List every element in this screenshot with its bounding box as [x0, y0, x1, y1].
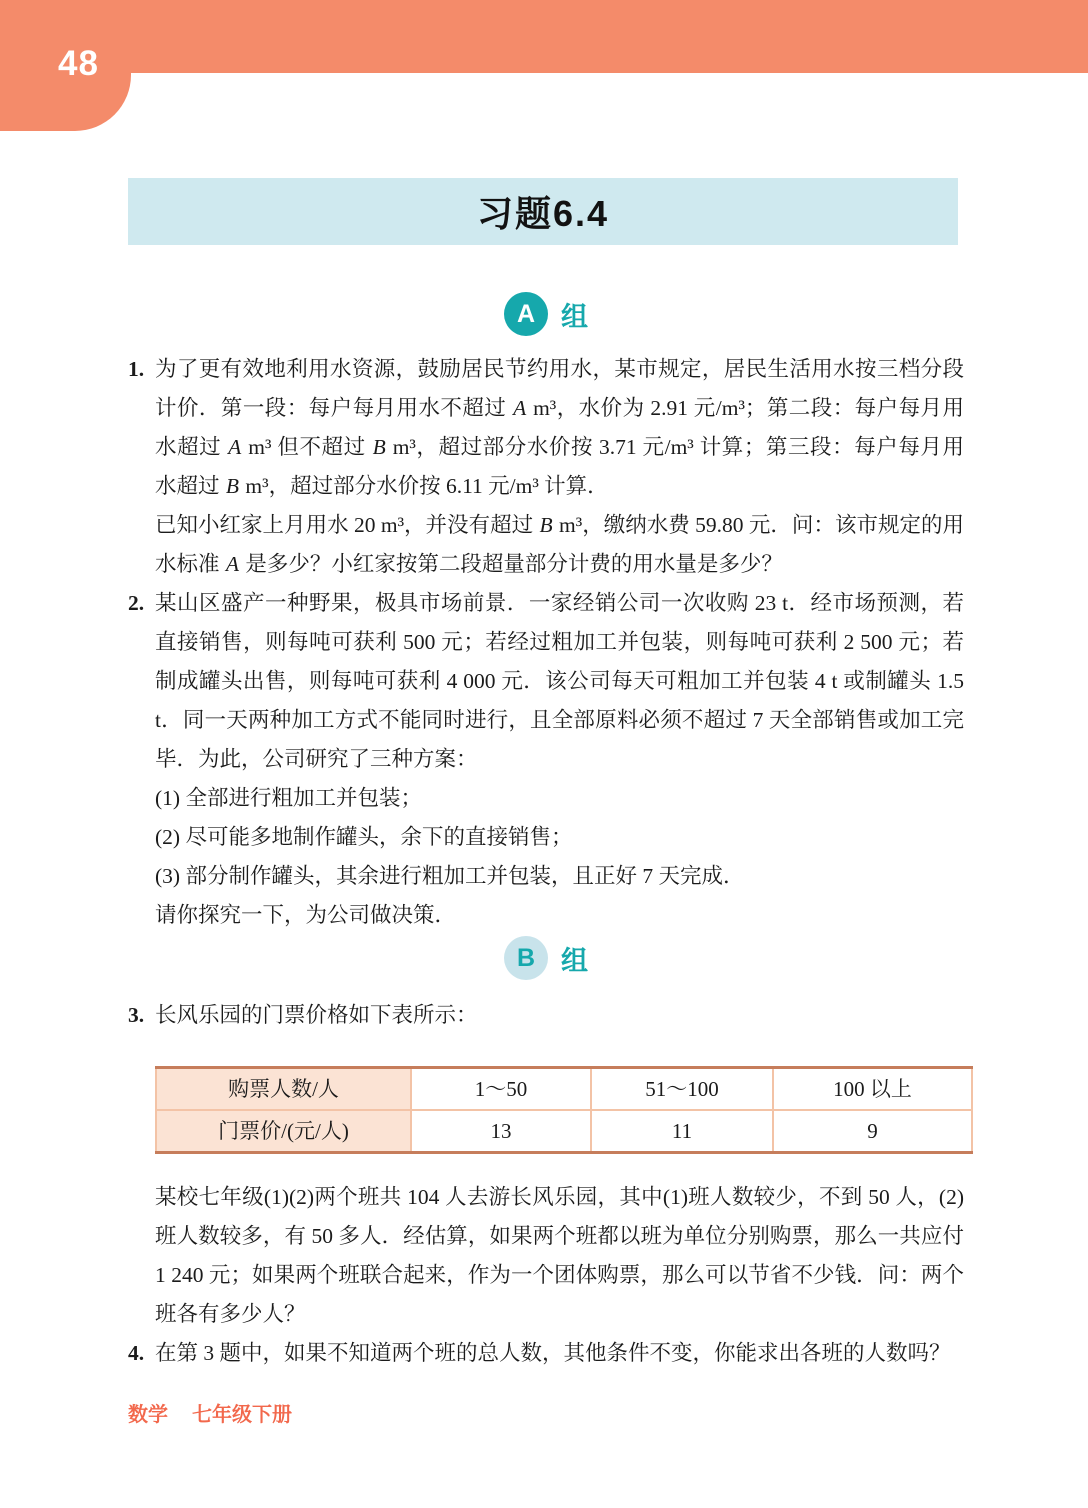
exercise-banner: [128, 178, 958, 245]
text-segment: 请你探究一下，为公司做决策．: [155, 903, 457, 927]
text-segment: m³，超过部分水价按 3.71 元/m³ 计算；第三段：每户每月用水超过: [155, 435, 964, 498]
footer-book-title: 七年级下册: [192, 1404, 292, 1426]
problem-2-option-3: [155, 857, 964, 896]
text-segment: 在第 3 题中，如果不知道两个班的总人数，其他条件不变，你能求出各班的人数吗？: [155, 1341, 951, 1365]
problem-2-text: [155, 584, 964, 779]
problem-1: [128, 350, 964, 584]
text-segment: 长风乐园的门票价格如下表所示：: [155, 1003, 478, 1027]
group-a-label: 组: [561, 301, 588, 332]
group-a-badge: A: [504, 292, 548, 336]
text-segment: (3) 部分制作罐头，其余进行粗加工并包装，且正好 7 天完成．: [155, 864, 745, 888]
math-var-B: B: [225, 474, 240, 498]
table-cell: 100 以上: [773, 1068, 972, 1111]
problem-2: [128, 584, 964, 935]
group-b-badge: B: [504, 936, 548, 980]
math-var-B: B: [539, 513, 553, 537]
text-segment: 为了更有效地利用水资源，鼓励居民节约用水，某市规定，居民生活用水按三档分段计价．第一段：每户每月用水不超过: [155, 357, 964, 420]
math-var-A: A: [513, 396, 527, 420]
problem-3-text: [155, 1178, 964, 1334]
table-cell-label: 门票价/(元/人): [156, 1110, 411, 1153]
table-cell: 13: [411, 1110, 591, 1153]
problem-2-option-2: [155, 818, 964, 857]
problem-3: [128, 996, 964, 1334]
problem-4: [128, 1334, 964, 1373]
table-cell: 1～50: [411, 1068, 591, 1111]
text-segment: m³，超过部分水价按 6.11 元/m³ 计算．: [240, 474, 609, 498]
problem-3-intro: [155, 996, 964, 1035]
text-segment: 已知小红家上月用水 20 m³，并没有超过: [155, 513, 539, 537]
group-a-header: [128, 292, 964, 336]
text-segment: 某校七年级(1)(2)两个班共 104 人去游长风乐园，其中(1)班人数较少，不到 50 人，(2)班人数较多，有 50 多人．经估算，如果两个班都以班为单位分别购票，那么一共应付 1 240 元；如果两个班联合起来，作为一个团体购票，那么可以节省不少钱．问：两个班各有多少人？: [155, 1185, 964, 1326]
text-segment: (2) 尽可能多地制作罐头，余下的直接销售；: [155, 825, 573, 849]
problem-2-number: 2.: [128, 591, 145, 615]
exercise-title: 习题6.4: [476, 193, 610, 234]
text-segment: (1) 全部进行粗加工并包装；: [155, 786, 422, 810]
footer-subject: 数学: [128, 1404, 168, 1426]
problem-3-number: 3.: [128, 1003, 145, 1027]
text-segment: m³ 但不超过: [242, 435, 372, 459]
problem-1-question: [155, 506, 964, 584]
footer: [128, 1398, 292, 1427]
problem-2-closing: [155, 896, 964, 935]
top-band: [0, 0, 1088, 73]
page-number-tab: [0, 0, 131, 131]
table-cell: 9: [773, 1110, 972, 1153]
problem-1-number: 1.: [128, 357, 145, 381]
section-group-b: [128, 996, 964, 1373]
text-segment: m³，水价为 2.91 元/m³；第二段：每户每月用水超过: [155, 396, 964, 459]
problem-4-text: [155, 1334, 964, 1373]
text-segment: m³，缴纳水费 59.80 元．问：该市规定的用水标准: [155, 513, 965, 576]
group-b-header: [128, 936, 964, 980]
ticket-price-table: [155, 1066, 973, 1154]
table-cell: 51～100: [591, 1068, 773, 1111]
math-var-A: A: [225, 552, 240, 576]
problem-4-number: 4.: [128, 1341, 145, 1365]
math-var-B: B: [372, 435, 386, 459]
problem-1-text: [155, 350, 964, 506]
table-cell-label: 购票人数/人: [156, 1068, 411, 1111]
text-segment: 是多少？小红家按第二段超量部分计费的用水量是多少？: [240, 552, 783, 576]
table-row-price: [156, 1110, 972, 1153]
table-cell: 11: [591, 1110, 773, 1153]
table-row-headcount: [156, 1068, 972, 1111]
section-group-a: [128, 350, 964, 935]
group-b-label: 组: [561, 945, 588, 976]
problem-2-option-1: [155, 779, 964, 818]
page-number: 48: [58, 44, 99, 83]
text-segment: 某山区盛产一种野果，极具市场前景．一家经销公司一次收购 23 t．经市场预测，若直接销售，则每吨可获利 500 元；若经过粗加工并包装，则每吨可获利 2 500 元；若制成罐头出售，则每吨可获利 4 000 元．该公司每天可粗加工并包装 4 t 或制罐头 1.5 t．同一天两种加工方式不能同时进行，且全部原料必须不超过 7 天全部销售或加工完毕．为此，公司研究了三种方案：: [155, 591, 964, 771]
math-var-A: A: [228, 435, 242, 459]
